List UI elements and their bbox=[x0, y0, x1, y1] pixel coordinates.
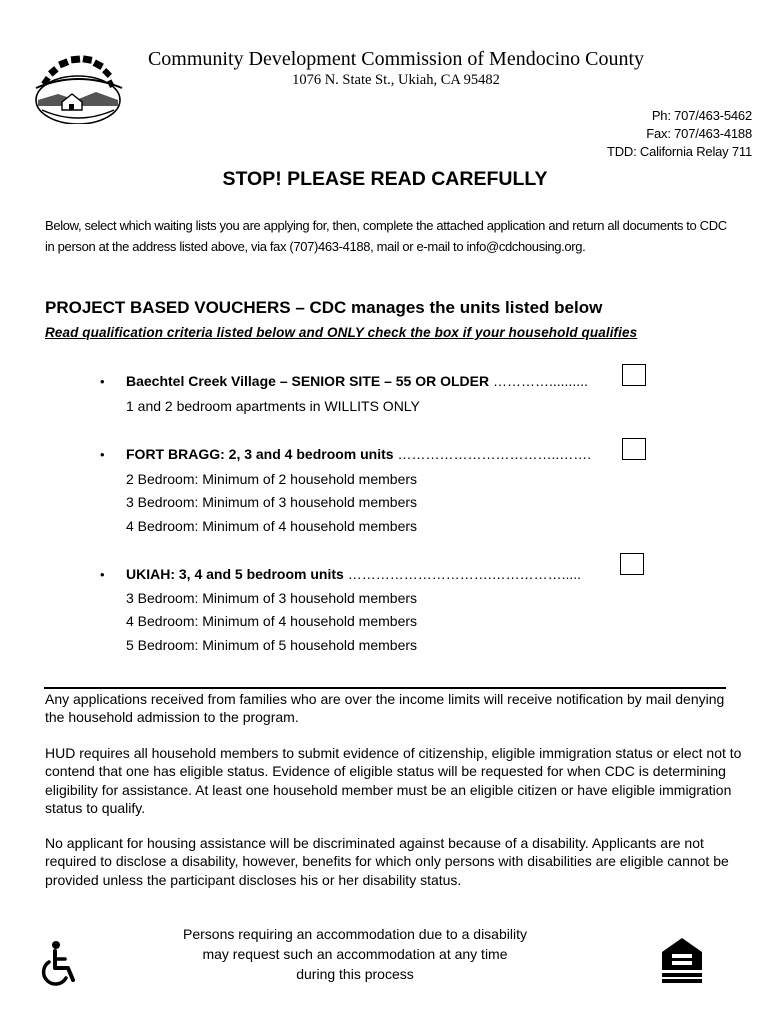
bullet: • bbox=[100, 447, 105, 462]
checkbox-ukiah[interactable] bbox=[620, 553, 644, 575]
list-item-line: 4 Bedroom: Minimum of 4 household members bbox=[126, 518, 418, 534]
bullet: • bbox=[100, 374, 105, 389]
section-subheading: Read qualification criteria listed below and ONLY check the box if your household qualifies bbox=[45, 325, 638, 340]
checkbox-fort-bragg[interactable] bbox=[622, 438, 646, 460]
income-limit-paragraph: Any applications received from families who are over the income limits will receive notification by mail denying the household admission to the program. bbox=[45, 691, 725, 726]
section-heading: PROJECT BASED VOUCHERS – CDC manages the units listed below bbox=[45, 298, 603, 317]
list-item-line: 4 Bedroom: Minimum of 4 household members bbox=[126, 613, 418, 629]
accommodation-line: may request such an accommodation at any time bbox=[202, 946, 508, 962]
org-address: 1076 N. State St., Ukiah, CA 95482 bbox=[292, 72, 500, 88]
section-divider bbox=[44, 687, 726, 689]
org-name: Community Development Commission of Mendocino County bbox=[147, 48, 645, 70]
list-item-line: 3 Bedroom: Minimum of 3 household members bbox=[126, 590, 418, 606]
wheelchair-accessibility-icon bbox=[38, 940, 80, 988]
intro-text: Below, select which waiting lists you are applying for, then, complete the attached application and return all documents to CDC in person at the address listed above, via fax (707)463-4188, mail or e-mail to info@cdchousing.org. bbox=[45, 218, 727, 254]
dot-leader: ………….......... bbox=[489, 373, 588, 389]
checkbox-baechtel-creek[interactable] bbox=[622, 364, 646, 386]
dot-leader: ……………………………..……. bbox=[393, 446, 592, 462]
list-item-line: 5 Bedroom: Minimum of 5 household members bbox=[126, 637, 418, 653]
main-heading: STOP! PLEASE READ CAREFULLY bbox=[222, 168, 548, 190]
list-item-title bbox=[126, 373, 588, 389]
dot-leader: ………………………….……………..... bbox=[343, 566, 582, 582]
item-title-text: FORT BRAGG: 2, 3 and 4 bedroom units bbox=[126, 446, 394, 462]
item-title-text: UKIAH: 3, 4 and 5 bedroom units bbox=[126, 566, 344, 582]
list-item-line: 3 Bedroom: Minimum of 3 household members bbox=[126, 494, 418, 510]
accommodation-line: Persons requiring an accommodation due to a disability bbox=[183, 926, 527, 942]
contact-tdd: TDD: California Relay 711 bbox=[606, 144, 752, 159]
disability-paragraph: No applicant for housing assistance will be discriminated against because of a disability. Applicants are not required to disclose a disability, however, benefits for which only persons with disabilities are eligible cannot be provided unless the participant discloses his or her disability status. bbox=[45, 835, 729, 888]
list-item-line: 2 Bedroom: Minimum of 2 household members bbox=[126, 471, 418, 487]
contact-phone: Ph: 707/463-5462 bbox=[651, 108, 752, 123]
accommodation-line: during this process bbox=[296, 966, 414, 982]
accommodation-note bbox=[145, 924, 565, 984]
list-item-line: 1 and 2 bedroom apartments in WILLITS ONLY bbox=[126, 398, 420, 414]
equal-housing-opportunity-icon bbox=[658, 936, 706, 986]
contact-fax: Fax: 707/463-4188 bbox=[646, 126, 752, 141]
item-title-text: Baechtel Creek Village – SENIOR SITE – 55 OR OLDER bbox=[126, 373, 490, 389]
bullet: • bbox=[100, 567, 105, 582]
list-item-title bbox=[126, 446, 591, 462]
list-item-title bbox=[126, 566, 581, 582]
hud-citizenship-paragraph: HUD requires all household members to submit evidence of citizenship, eligible immigration status or elect not to contend that one has eligible status. Evidence of eligible status will be requested for when CDC is determining eligibility for assistance. At least one household member must be an eligible citizen or have eligible immigration status to qualify. bbox=[45, 745, 742, 816]
